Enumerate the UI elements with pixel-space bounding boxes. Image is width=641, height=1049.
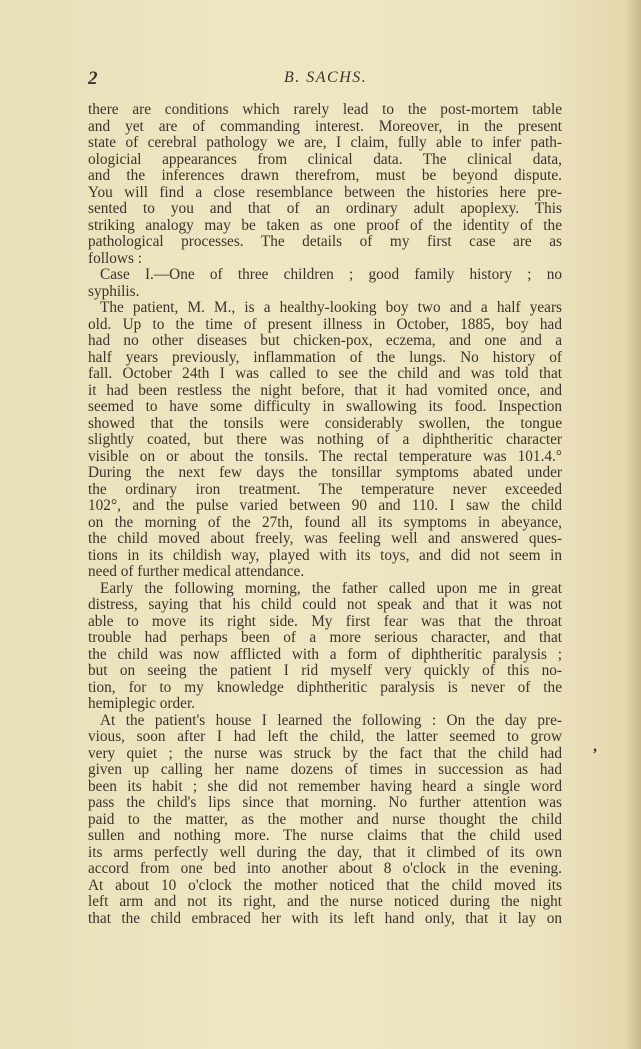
- text-line: sullen and nothing more. The nurse claims that the child used: [88, 828, 562, 844]
- text-line: been its habit ; she did not remember having heard a single word: [88, 778, 562, 795]
- page-header: [88, 68, 562, 90]
- margin-mark: ,: [593, 738, 597, 755]
- text-line: distress, saying that his child could not speak and that it was not: [88, 597, 562, 613]
- text-line: state of cerebral pathology we are, I claim, fully able to infer path-: [88, 135, 562, 151]
- text-line: its arms perfectly well during the day, that it climbed of its own: [88, 844, 562, 861]
- text-line: slightly coated, but there was nothing of a diphtheritic character: [88, 432, 562, 448]
- text-line: paid to the matter, as the mother and nurse thought the child: [88, 811, 562, 828]
- text-line: the child was now afflicted with a form of diphtheritic paralysis ;: [88, 646, 562, 663]
- page-edge-shadow: [627, 0, 641, 1049]
- text-line: follows :: [88, 250, 142, 267]
- text-line: there are conditions which rarely lead to the post-mortem table: [88, 102, 562, 118]
- text-line: 102°, and the pulse varied between 90 and 110. I saw the child: [88, 498, 562, 514]
- body-text: [88, 102, 562, 927]
- text-line: The patient, M. M., is a healthy-looking boy two and a half years: [100, 300, 562, 316]
- page-number: 2: [88, 68, 98, 89]
- text-line: and the inferences drawn therefrom, must be beyond dispute.: [88, 168, 562, 184]
- text-line: very quiet ; the nurse was struck by the fact that the child had: [88, 745, 562, 762]
- text-line: fall. October 24th I was called to see the child and was told that: [88, 366, 562, 382]
- text-line: had no other diseases but chicken-pox, eczema, and one and a: [88, 333, 562, 349]
- text-line: Early the following morning, the father called upon me in great: [100, 580, 562, 597]
- text-line: During the next few days the tonsillar symptoms abated under: [88, 465, 562, 481]
- text-line: visible on or about the tonsils. The rectal temperature was 101.4.°: [88, 448, 562, 465]
- text-line: At about 10 o'clock the mother noticed that the child moved its: [88, 877, 562, 894]
- text-line: that the child embraced her with its left hand only, that it lay on: [88, 910, 562, 927]
- text-line: pathological processes. The details of my first case are as: [88, 234, 562, 250]
- text-line: At the patient's house I learned the following : On the day pre-: [100, 712, 562, 729]
- text-line: the child moved about freely, was feeling well and answered ques-: [88, 531, 562, 547]
- text-line: Case I.—One of three children ; good family history ; no: [100, 267, 562, 283]
- text-line: but on seeing the patient I rid myself very quickly of this no-: [88, 663, 562, 679]
- text-line: seemed to have some difficulty in swallowing its food. Inspection: [88, 399, 562, 415]
- text-line: showed that the tonsils were considerably swollen, the tongue: [88, 415, 562, 432]
- text-line: and yet are of commanding interest. Moreover, in the present: [88, 118, 562, 135]
- text-line: half years previously, inflammation of the lungs. No history of: [88, 349, 562, 366]
- text-line: ologicial appearances from clinical data. The clinical data,: [88, 151, 562, 168]
- text-line: pass the child's lips since that morning. No further attention was: [88, 795, 562, 811]
- text-line: hemiplegic order.: [88, 696, 196, 712]
- text-line: on the morning of the 27th, found all its symptoms in abeyance,: [88, 514, 562, 531]
- text-line: given up calling her name dozens of times in succession as had: [88, 762, 562, 778]
- text-line: striking analogy may be taken as one proof of the identity of the: [88, 217, 562, 234]
- text-line: syphilis.: [88, 283, 140, 300]
- text-line: You will find a close resemblance between the histories here pre-: [88, 184, 562, 201]
- text-line: left arm and not its right, and the nurse noticed during the night: [88, 894, 562, 910]
- text-line: able to move its right side. My first fear was that the throat: [88, 613, 562, 630]
- text-line: sented to you and that of an ordinary adult apoplexy. This: [88, 201, 562, 217]
- text-line: old. Up to the time of present illness in October, 1885, boy had: [88, 316, 562, 333]
- running-head: B. SACHS.: [284, 69, 368, 86]
- text-line: the ordinary iron treatment. The temperature never exceeded: [88, 481, 562, 498]
- text-line: trouble had perhaps been of a more serious character, and that: [88, 630, 562, 646]
- text-line: it had been restless the night before, that it had vomited once, and: [88, 382, 562, 399]
- text-line: need of further medical attendance.: [88, 564, 305, 580]
- text-line: accord from one bed into another about 8 o'clock in the evening.: [88, 861, 562, 877]
- text-line: vious, soon after I had left the child, the latter seemed to grow: [88, 729, 562, 745]
- text-line: tions in its childish way, played with its toys, and did not seem in: [88, 547, 562, 564]
- text-line: tion, for to my knowledge diphtheritic paralysis is never of the: [88, 679, 562, 696]
